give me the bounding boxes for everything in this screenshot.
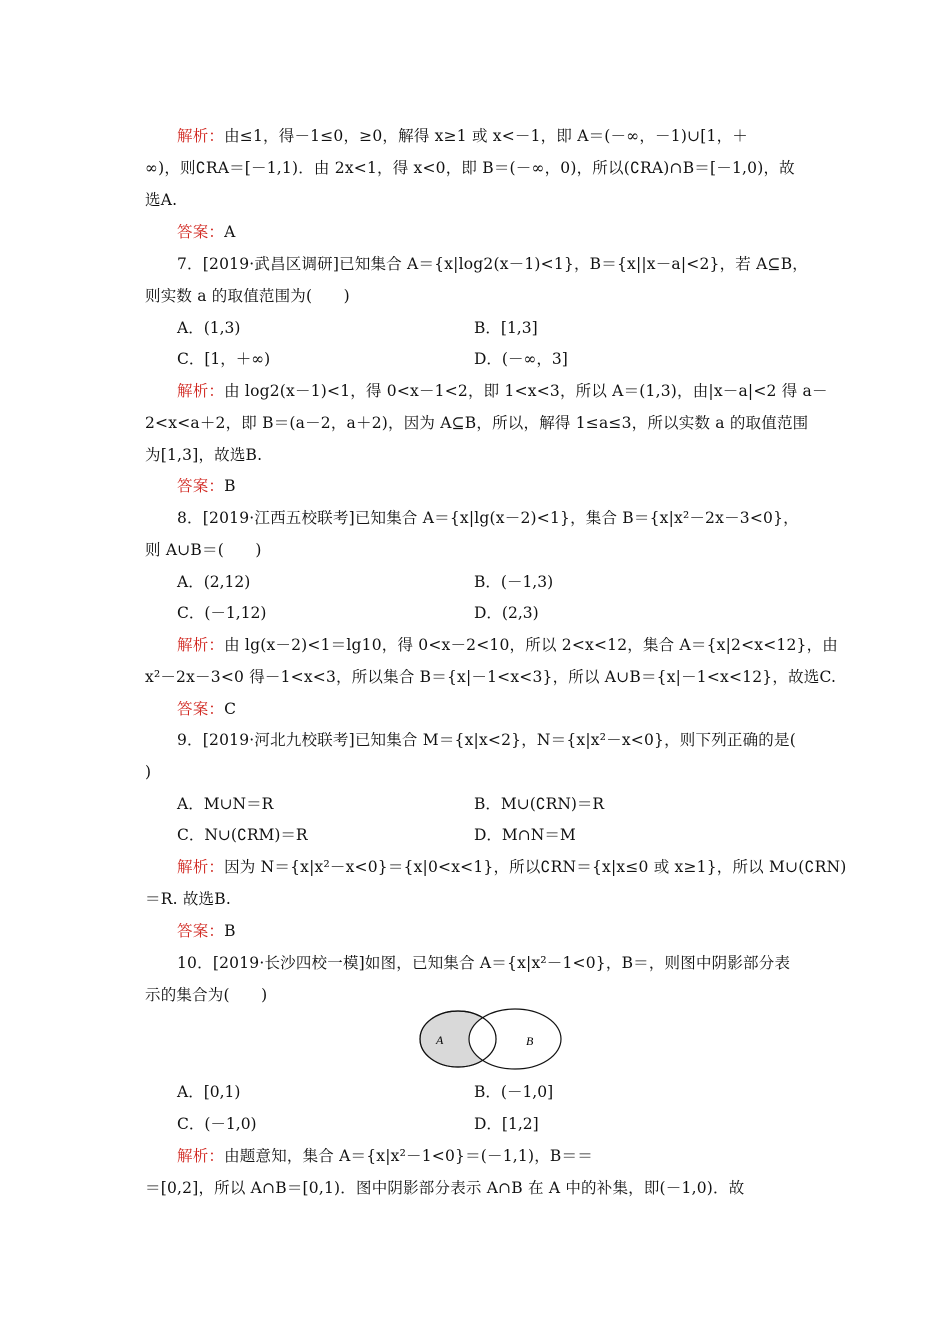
solution-line: 解析：因为 N＝{x|x²－x<0}＝{x|0<x<1}，所以∁RN＝{x|x≤0 或 x≥1}，所以 M∪(∁RN) xyxy=(177,858,847,876)
question-10-cont: 示的集合为( ) xyxy=(145,986,268,1004)
solution-line: 解析：由 log2(x－1)<1，得 0<x－1<2，即 1<x<3，所以 A＝(1,3)，由|x－a|<2 得 a－ xyxy=(177,382,828,400)
solution-line: ∞)，则∁RA＝[－1,1)．由 2x<1，得 x<0，即 B＝(－∞，0)，所以(∁RA)∩B＝[－1,0)，故 xyxy=(145,159,795,177)
option-a: A．M∪N＝R xyxy=(177,795,274,813)
option-d: D．[1,2] xyxy=(474,1115,539,1133)
option-a: A．(2,12) xyxy=(177,573,251,591)
question-7-cont: 则实数 a 的取值范围为( ) xyxy=(145,287,350,305)
solution-line: 选A. xyxy=(145,191,178,209)
question-8: 8．[2019·江西五校联考]已知集合 A＝{x|lg(x－2)<1}，集合 B＝{x|x²－2x－3<0}， xyxy=(177,509,799,527)
option-c: C．(－1,12) xyxy=(177,604,267,622)
solution-label: 解析： xyxy=(177,1147,225,1165)
solution-line: 为[1,3]，故选B. xyxy=(145,446,263,464)
option-c: C．(－1,0) xyxy=(177,1115,257,1133)
question-9-cont: ) xyxy=(145,763,152,781)
option-b: B．(－1,3) xyxy=(474,573,554,591)
answer-label: 答案： xyxy=(177,477,225,495)
answer-line: 答案：C xyxy=(177,700,237,718)
solution-line: 解析：由≤1，得－1≤0，≥0，解得 x≥1 或 x<－1，即 A＝(－∞，－1)∪[1，＋ xyxy=(177,127,748,145)
venn-diagram xyxy=(418,1007,564,1071)
option-a: A．[0,1) xyxy=(177,1083,241,1101)
option-a: A．(1,3) xyxy=(177,319,241,337)
question-10: 10．[2019·长沙四校一模]如图，已知集合 A＝{x|x²－1<0}，B＝，则图中阴影部分表 xyxy=(177,954,791,972)
option-d: D．(2,3) xyxy=(474,604,539,622)
answer-line: 答案：B xyxy=(177,477,236,495)
answer-line: 答案：B xyxy=(177,922,236,940)
solution-label: 解析： xyxy=(177,127,225,145)
solution-label: 解析： xyxy=(177,636,225,654)
solution-line: ＝[0,2]，所以 A∩B＝[0,1)．图中阴影部分表示 A∩B 在 A 中的补集，即(－1,0)．故 xyxy=(145,1179,745,1197)
option-b: B．[1,3] xyxy=(474,319,538,337)
solution-label: 解析： xyxy=(177,858,225,876)
answer-label: 答案： xyxy=(177,922,225,940)
answer-label: 答案： xyxy=(177,223,225,241)
option-b: B．M∪(∁RN)＝R xyxy=(474,795,605,813)
question-9: 9．[2019·河北九校联考]已知集合 M＝{x|x<2}，N＝{x|x²－x<0}，则下列正确的是( xyxy=(177,731,796,749)
option-d: D．(－∞，3] xyxy=(474,350,568,368)
option-c: C．[1，＋∞) xyxy=(177,350,271,368)
solution-line: 2<x<a＋2，即 B＝(a－2，a＋2)，因为 A⊆B，所以，解得 1≤a≤3，所以实数 a 的取值范围 xyxy=(145,414,809,432)
solution-line: 解析：由 lg(x－2)<1＝lg10，得 0<x－2<10，所以 2<x<12，集合 A＝{x|2<x<12}，由 xyxy=(177,636,838,654)
option-c: C．N∪(∁RM)＝R xyxy=(177,826,308,844)
question-8-cont: 则 A∪B＝( ) xyxy=(145,541,262,559)
set-a-label: A xyxy=(436,1033,444,1047)
set-b-label: B xyxy=(526,1034,534,1048)
option-b: B．(－1,0] xyxy=(474,1083,554,1101)
solution-line: x²－2x－3<0 得－1<x<3，所以集合 B＝{x|－1<x<3}，所以 A∪B＝{x|－1<x<12}，故选C. xyxy=(145,668,837,686)
option-d: D．M∩N＝M xyxy=(474,826,576,844)
solution-line: ＝R. 故选B. xyxy=(145,890,231,908)
answer-line: 答案：A xyxy=(177,223,236,241)
solution-line: 解析：由题意知，集合 A＝{x|x²－1<0}＝(－1,1)，B＝＝ xyxy=(177,1147,593,1165)
solution-label: 解析： xyxy=(177,382,225,400)
answer-label: 答案： xyxy=(177,700,225,718)
question-7: 7．[2019·武昌区调研]已知集合 A＝{x|log2(x－1)<1}，B＝{x||x－a|<2}，若 A⊆B， xyxy=(177,255,809,273)
